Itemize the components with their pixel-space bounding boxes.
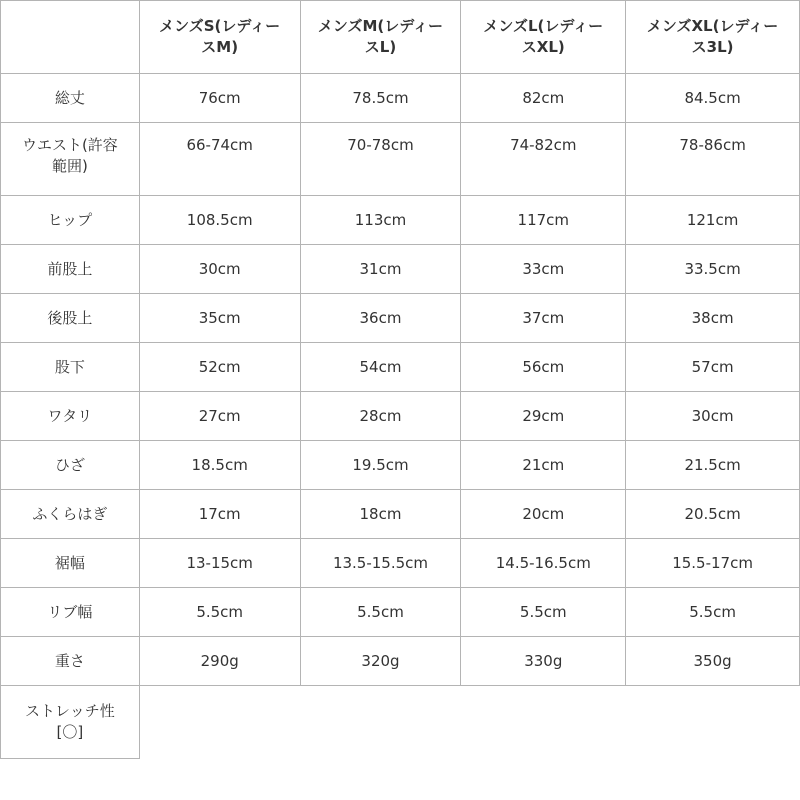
table-cell: 350g <box>626 637 800 686</box>
row-label: ヒップ <box>1 196 140 245</box>
table-row <box>1 343 800 392</box>
table-cell: 20.5cm <box>626 490 800 539</box>
table-cell: 54cm <box>300 343 461 392</box>
table-cell: 57cm <box>626 343 800 392</box>
table-row <box>1 74 800 123</box>
header-size-m: メンズM(レディー スL) <box>300 1 461 74</box>
table-cell: 37cm <box>461 294 626 343</box>
table-cell: 76cm <box>139 74 300 123</box>
table-cell: 31cm <box>300 245 461 294</box>
stretch-row <box>1 686 800 759</box>
table-row <box>1 294 800 343</box>
header-row <box>1 1 800 74</box>
table-cell: 38cm <box>626 294 800 343</box>
table-cell: 20cm <box>461 490 626 539</box>
table-cell: 113cm <box>300 196 461 245</box>
table-row <box>1 588 800 637</box>
header-corner <box>1 1 140 74</box>
table-row <box>1 245 800 294</box>
table-row <box>1 196 800 245</box>
table-cell: 5.5cm <box>300 588 461 637</box>
table-cell: 36cm <box>300 294 461 343</box>
table-cell: 66-74cm <box>139 123 300 196</box>
table-cell: 117cm <box>461 196 626 245</box>
table-cell: 320g <box>300 637 461 686</box>
table-cell: 5.5cm <box>626 588 800 637</box>
table-cell: 330g <box>461 637 626 686</box>
table-row <box>1 490 800 539</box>
table-cell: 70-78cm <box>300 123 461 196</box>
table-cell: 29cm <box>461 392 626 441</box>
table-row <box>1 539 800 588</box>
table-cell: 108.5cm <box>139 196 300 245</box>
table-cell: 30cm <box>626 392 800 441</box>
table-row <box>1 441 800 490</box>
row-label: リブ幅 <box>1 588 140 637</box>
row-label: ふくらはぎ <box>1 490 140 539</box>
table-cell: 82cm <box>461 74 626 123</box>
table-cell: 13-15cm <box>139 539 300 588</box>
table-cell: 78.5cm <box>300 74 461 123</box>
table-cell: 19.5cm <box>300 441 461 490</box>
table-cell: 290g <box>139 637 300 686</box>
table-cell: 5.5cm <box>461 588 626 637</box>
table-cell: 21.5cm <box>626 441 800 490</box>
row-label: 重さ <box>1 637 140 686</box>
table-cell: 35cm <box>139 294 300 343</box>
table-cell: 28cm <box>300 392 461 441</box>
row-label: ひざ <box>1 441 140 490</box>
table-cell: 74-82cm <box>461 123 626 196</box>
stretch-label: ストレッチ性 [〇] <box>1 686 140 759</box>
table-cell: 78-86cm <box>626 123 800 196</box>
header-size-l: メンズL(レディー スXL) <box>461 1 626 74</box>
row-label: 前股上 <box>1 245 140 294</box>
table-cell: 18cm <box>300 490 461 539</box>
table-cell: 18.5cm <box>139 441 300 490</box>
table-cell: 84.5cm <box>626 74 800 123</box>
row-label: 総丈 <box>1 74 140 123</box>
header-size-xl: メンズXL(レディー ス3L) <box>626 1 800 74</box>
table-cell: 15.5-17cm <box>626 539 800 588</box>
table-cell: 21cm <box>461 441 626 490</box>
table-row <box>1 392 800 441</box>
table-row <box>1 123 800 196</box>
row-label: 股下 <box>1 343 140 392</box>
empty-area <box>139 686 799 759</box>
table-cell: 14.5-16.5cm <box>461 539 626 588</box>
table-cell: 121cm <box>626 196 800 245</box>
table-cell: 27cm <box>139 392 300 441</box>
table-cell: 17cm <box>139 490 300 539</box>
row-label: ウエスト(許容 範囲) <box>1 123 140 196</box>
table-cell: 13.5-15.5cm <box>300 539 461 588</box>
row-label: ワタリ <box>1 392 140 441</box>
table-cell: 56cm <box>461 343 626 392</box>
row-label: 裾幅 <box>1 539 140 588</box>
table-row <box>1 637 800 686</box>
table-cell: 33cm <box>461 245 626 294</box>
table-cell: 30cm <box>139 245 300 294</box>
header-size-s: メンズS(レディー スM) <box>139 1 300 74</box>
table-cell: 52cm <box>139 343 300 392</box>
table-cell: 33.5cm <box>626 245 800 294</box>
row-label: 後股上 <box>1 294 140 343</box>
table-cell: 5.5cm <box>139 588 300 637</box>
